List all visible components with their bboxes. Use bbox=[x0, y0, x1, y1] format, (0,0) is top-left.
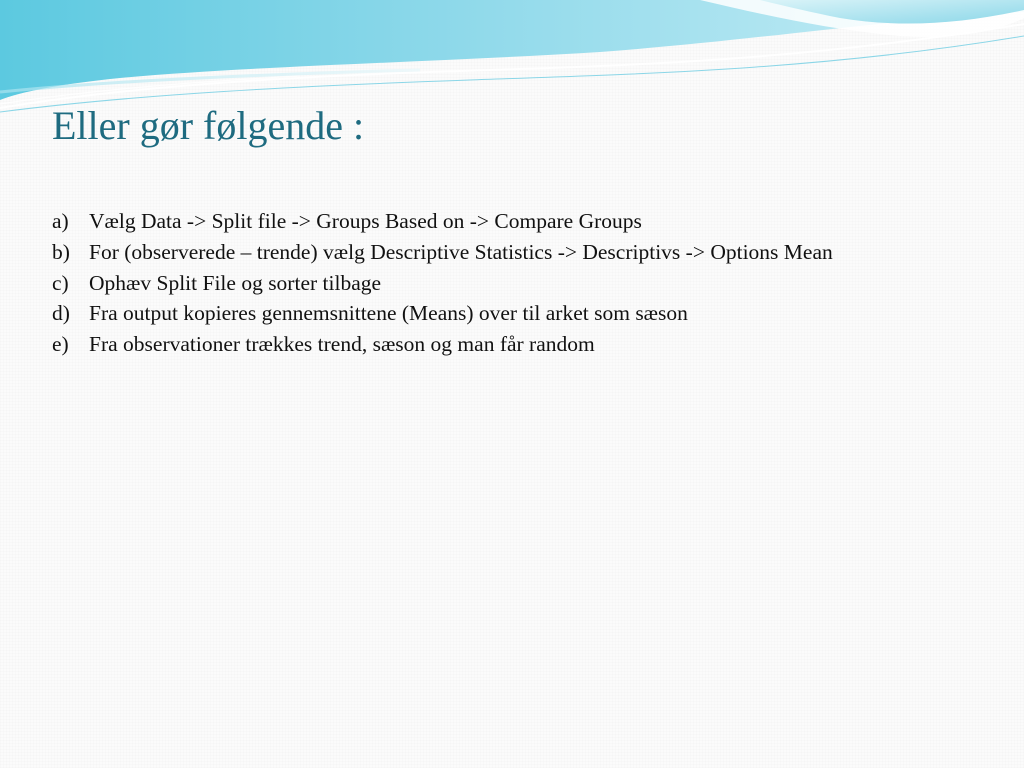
list-item-text: Ophæv Split File og sorter tilbage bbox=[89, 270, 382, 295]
list-marker: c) bbox=[52, 270, 69, 295]
steps-list bbox=[52, 206, 833, 360]
list-marker: a) bbox=[52, 209, 69, 233]
list-marker: b) bbox=[52, 239, 70, 264]
list-item-text: Fra observationer trækkes trend, sæson og man får random bbox=[89, 332, 595, 357]
list-item bbox=[52, 268, 833, 299]
list-item bbox=[52, 206, 833, 237]
slide-title: Eller gør følgende : bbox=[52, 103, 365, 148]
list-marker: d) bbox=[52, 301, 70, 326]
list-item bbox=[52, 237, 833, 268]
list-item-text: Fra output kopieres gennemsnittene (Means) over til arket som sæson bbox=[89, 301, 688, 326]
list-item-text: For (observerede – trende) vælg Descriptive Statistics -> Descriptivs -> Options Mean bbox=[89, 239, 833, 264]
list-item-text: Vælg Data -> Split file -> Groups Based on -> Compare Groups bbox=[89, 209, 642, 233]
list-item bbox=[52, 298, 833, 329]
list-item bbox=[52, 329, 833, 360]
list-marker: e) bbox=[52, 332, 69, 357]
